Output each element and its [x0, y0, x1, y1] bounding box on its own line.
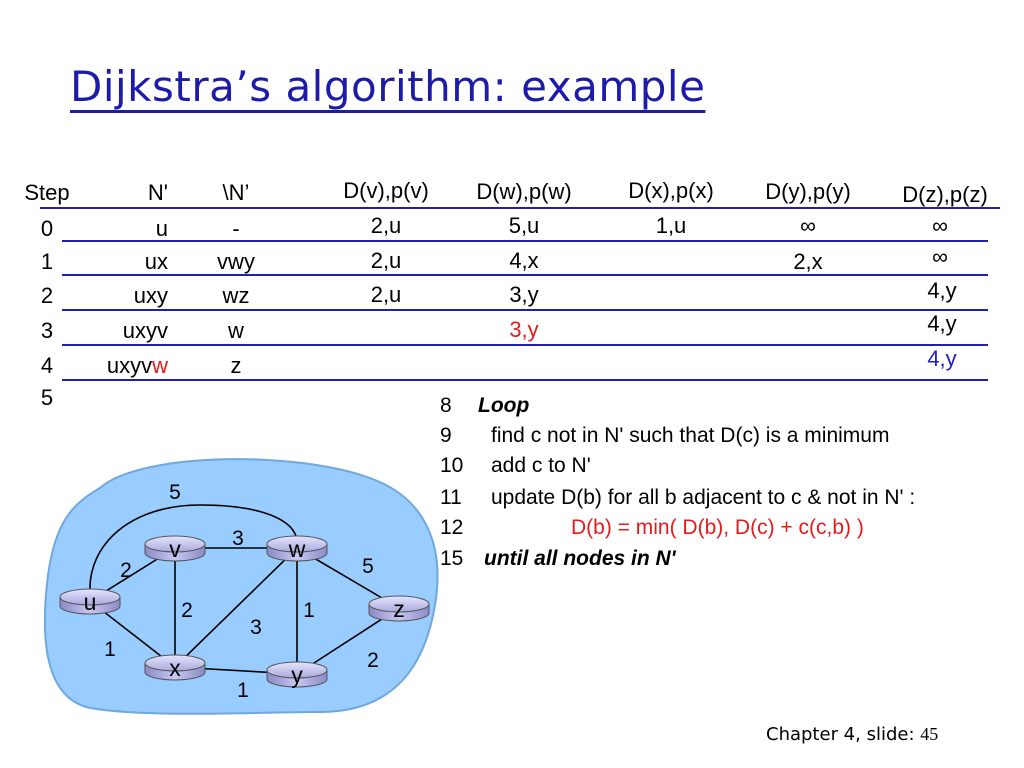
step-cell: 1 — [40, 249, 54, 274]
link-cost-x-w: 3 — [250, 616, 262, 639]
dv-cell: 2,u — [370, 282, 402, 307]
link-cost-v-x: 2 — [181, 599, 193, 622]
dz-cell: 4,y — [927, 278, 957, 303]
header-not-n-prime: \N’ — [222, 180, 250, 205]
step-cell: 4 — [40, 353, 54, 378]
code-line-text: until all nodes in N' — [484, 547, 676, 570]
router-label: z — [393, 596, 405, 622]
dw-cell-highlighted: 3,y — [509, 317, 539, 342]
router-x — [145, 655, 205, 681]
slide-title: Dijkstra’s algorithm: example — [70, 62, 706, 111]
code-line-text: find c not in N' such that D(c) is a minimum — [491, 424, 890, 447]
slide-footer — [766, 724, 938, 745]
dv-cell: 2,u — [370, 248, 402, 273]
code-line-number: 9 — [440, 424, 452, 447]
router-label: v — [169, 536, 181, 562]
dy-cell: 2,x — [793, 249, 823, 274]
dz-cell-highlighted: 4,y — [927, 346, 957, 371]
link-cost-x-y: 1 — [237, 679, 249, 702]
footer-label: Chapter 4, slide: — [766, 724, 915, 745]
header-dz: D(z),p(z) — [902, 182, 988, 207]
n-prime-cell: uxy — [133, 283, 168, 308]
header-dx: D(x),p(x) — [628, 178, 714, 203]
not-n-prime-cell: wz — [222, 283, 250, 308]
step-cell: 2 — [40, 283, 54, 308]
code-line-text: update D(b) for all b adjacent to c & not in N' : — [491, 486, 916, 509]
header-dw: D(w),p(w) — [476, 179, 572, 204]
link-cost-u-x: 1 — [104, 638, 116, 661]
code-line-text: D(b) = min( D(b), D(c) + c(c,b) ) — [571, 516, 864, 539]
code-line-number: 12 — [440, 516, 464, 539]
n-prime-added-node: w — [152, 353, 168, 378]
step-cell: 0 — [40, 216, 54, 241]
link-cost-u-v: 2 — [120, 559, 132, 582]
code-line-text: Loop — [478, 394, 530, 417]
step-cell: 3 — [40, 318, 54, 343]
not-n-prime-cell: - — [232, 216, 240, 241]
router-w — [267, 536, 327, 562]
n-prime-cell: ux — [144, 249, 168, 274]
router-y — [267, 662, 327, 688]
header-n-prime: N' — [147, 180, 168, 205]
header-step: Step — [24, 180, 70, 205]
dz-cell: 4,y — [927, 311, 957, 336]
code-line-number: 10 — [440, 454, 464, 477]
router-label: w — [288, 536, 306, 562]
page-number: 45 — [920, 724, 939, 744]
n-prime-cell: uxyv — [122, 318, 168, 343]
not-n-prime-cell: w — [228, 318, 244, 343]
dw-cell: 3,y — [509, 282, 539, 307]
dw-cell: 4,x — [509, 248, 539, 273]
code-line-number: 11 — [440, 486, 462, 509]
link-cost-v-w: 3 — [232, 527, 244, 550]
dx-cell: 1,u — [655, 213, 687, 238]
code-line-number: 8 — [440, 394, 452, 417]
dz-cell: ∞ — [932, 213, 948, 238]
router-label: x — [169, 655, 181, 681]
dv-cell: 2,u — [370, 213, 402, 238]
not-n-prime-cell: vwy — [217, 249, 255, 274]
n-prime-prefix: uxyv — [106, 353, 153, 378]
link-cost-w-z: 5 — [362, 555, 374, 578]
link-cost-y-z: 2 — [367, 649, 379, 672]
router-label: u — [83, 589, 97, 615]
step-cell: 5 — [40, 385, 54, 410]
link-cost-u-w: 5 — [169, 481, 181, 504]
dw-cell: 5,u — [508, 213, 540, 238]
code-line-number: 15 — [440, 547, 464, 570]
router-z — [369, 596, 429, 622]
network-cloud — [45, 459, 438, 714]
link-cost-w-y: 1 — [303, 599, 315, 622]
header-dv: D(v),p(v) — [343, 178, 429, 203]
dy-cell: ∞ — [800, 213, 816, 238]
code-line-text: add c to N' — [491, 454, 591, 477]
router-label: y — [291, 662, 303, 688]
n-prime-cell: u — [155, 216, 168, 241]
not-n-prime-cell: z — [230, 353, 242, 378]
router-u — [60, 589, 120, 615]
router-v — [145, 536, 205, 562]
dz-cell: ∞ — [932, 244, 948, 269]
header-dy: D(y),p(y) — [765, 179, 851, 204]
